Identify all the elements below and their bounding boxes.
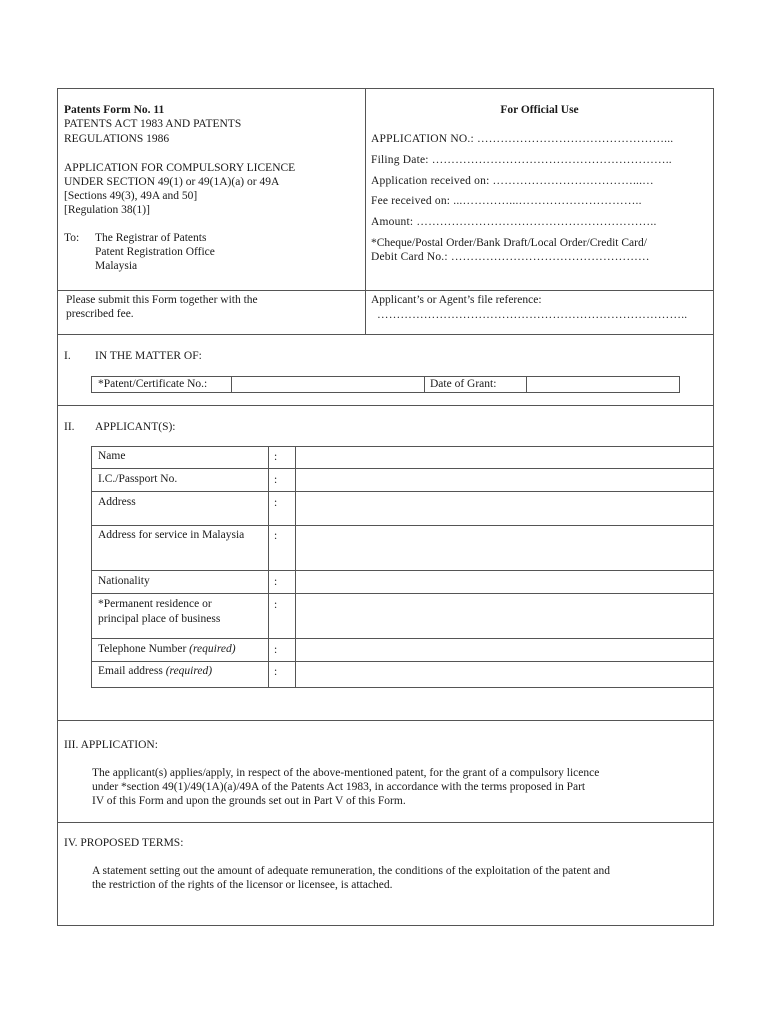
header-split xyxy=(57,290,714,291)
official-application-no: APPLICATION NO.: …………………………………………... xyxy=(371,133,674,145)
grant-date-label: Date of Grant: xyxy=(430,378,497,390)
registrar-line-1: The Registrar of Patents xyxy=(95,232,207,244)
frame-left xyxy=(57,88,58,926)
registrar-line-2: Patent Registration Office xyxy=(95,246,215,258)
official-fee-received: Fee received on: ...…………...………………………….. xyxy=(371,195,642,207)
section2-number: II. xyxy=(64,421,75,433)
row-colon: : xyxy=(274,666,278,678)
telephone-field[interactable] xyxy=(298,642,710,660)
grant-date-field[interactable] xyxy=(529,377,675,391)
section2-top xyxy=(57,405,714,406)
service-address-field[interactable] xyxy=(298,528,710,568)
row-label-email xyxy=(98,664,212,678)
residence-field[interactable] xyxy=(298,597,710,637)
row-sep-3 xyxy=(91,525,713,526)
row-sep-5 xyxy=(91,593,713,594)
row-sep-2 xyxy=(91,491,713,492)
row-label-service-address: Address for service in Malaysia xyxy=(98,529,245,541)
header-divider xyxy=(365,88,366,335)
row-label-name: Name xyxy=(98,450,126,462)
row-label-nationality: Nationality xyxy=(98,575,150,587)
section3-body-1: The applicant(s) applies/apply, in respect of the above-mentioned patent, for the grant of a compulsory licence xyxy=(92,767,600,779)
section1-heading: IN THE MATTER OF: xyxy=(95,350,202,362)
registrar-line-3: Malaysia xyxy=(95,260,138,272)
row-colon: : xyxy=(274,497,278,509)
file-reference-dots[interactable]: …………………………………………………………………….. xyxy=(377,309,688,321)
email-field[interactable] xyxy=(298,664,710,686)
patent-table-div-3 xyxy=(526,376,527,392)
official-amount: Amount: …………………………………………………….. xyxy=(371,216,657,228)
section4-top xyxy=(57,822,714,823)
official-cheque-2: Debit Card No.: …………………………………………… xyxy=(371,251,650,263)
row-label-residence: *Permanent residence or principal place of business xyxy=(98,598,221,625)
act-line-1: PATENTS ACT 1983 AND PATENTS xyxy=(64,118,242,130)
section4-body-1: A statement setting out the amount of adequate remuneration, the conditions of the exploitation of the patent and xyxy=(92,865,610,877)
row-label-address: Address xyxy=(98,496,136,508)
passport-field[interactable] xyxy=(298,472,710,490)
to-label: To: xyxy=(64,232,80,244)
section2-heading: APPLICANT(S): xyxy=(95,421,176,433)
nationality-field[interactable] xyxy=(298,574,710,592)
official-cheque-1: *Cheque/Postal Order/Bank Draft/Local Order/Credit Card/ xyxy=(371,237,647,249)
section3-body-2: under *section 49(1)/49(1A)(a)/49A of the Patents Act 1983, in accordance with the terms proposed in Part xyxy=(92,781,586,793)
section1-number: I. xyxy=(64,350,71,362)
section3-body-3: IV of this Form and upon the grounds set out in Part V of this Form. xyxy=(92,795,406,807)
name-field[interactable] xyxy=(298,449,710,467)
section4-heading: IV. PROPOSED TERMS: xyxy=(64,837,184,849)
applicant-table-label-div xyxy=(268,446,269,688)
section3-top xyxy=(57,720,714,721)
official-use-title: For Official Use xyxy=(500,104,579,116)
submit-note-1: Please submit this Form together with the xyxy=(66,294,258,306)
sections-ref: [Sections 49(3), 49A and 50] xyxy=(64,190,198,202)
row-label-passport: I.C./Passport No. xyxy=(98,473,178,485)
official-filing-date: Filing Date: …………………………………………………….. xyxy=(371,154,672,166)
section4-body-2: the restriction of the rights of the licensor or licensee, is attached. xyxy=(92,879,393,891)
section3-heading: III. APPLICATION: xyxy=(64,739,158,751)
row-colon: : xyxy=(274,530,278,542)
email-required-note: (required) xyxy=(165,665,213,677)
row-colon: : xyxy=(274,451,278,463)
patent-no-field[interactable] xyxy=(234,377,422,391)
row-colon: : xyxy=(274,576,278,588)
frame-top xyxy=(57,88,714,89)
frame-bottom xyxy=(57,925,714,926)
row-colon: : xyxy=(274,599,278,611)
patent-table-div-2 xyxy=(424,376,425,392)
telephone-required-note: (required) xyxy=(189,643,236,655)
application-title-1: APPLICATION FOR COMPULSORY LICENCE xyxy=(64,162,296,174)
patent-table-div-1 xyxy=(231,376,232,392)
address-field[interactable] xyxy=(298,495,710,523)
submit-note-2: prescribed fee. xyxy=(66,308,134,320)
row-sep-7 xyxy=(91,661,713,662)
row-sep-4 xyxy=(91,570,713,571)
email-label-text: Email address xyxy=(98,665,163,677)
row-colon: : xyxy=(274,474,278,486)
section1-top xyxy=(57,334,714,335)
application-title-2: UNDER SECTION 49(1) or 49(1A)(a) or 49A xyxy=(64,176,280,188)
row-sep-1 xyxy=(91,468,713,469)
act-line-2: REGULATIONS 1986 xyxy=(64,133,170,145)
patent-no-label: *Patent/Certificate No.: xyxy=(98,378,208,390)
file-reference-label: Applicant’s or Agent’s file reference: xyxy=(371,294,542,306)
applicant-table-colon-div xyxy=(295,446,296,688)
row-colon: : xyxy=(274,644,278,656)
row-label-telephone xyxy=(98,642,236,656)
form-number: Patents Form No. 11 xyxy=(64,104,165,116)
regulation-ref: [Regulation 38(1)] xyxy=(64,204,150,216)
telephone-label-text: Telephone Number xyxy=(98,643,187,655)
applicant-table-right xyxy=(713,446,714,688)
row-sep-6 xyxy=(91,638,713,639)
official-received-on: Application received on: ………………………………...… xyxy=(371,175,654,187)
